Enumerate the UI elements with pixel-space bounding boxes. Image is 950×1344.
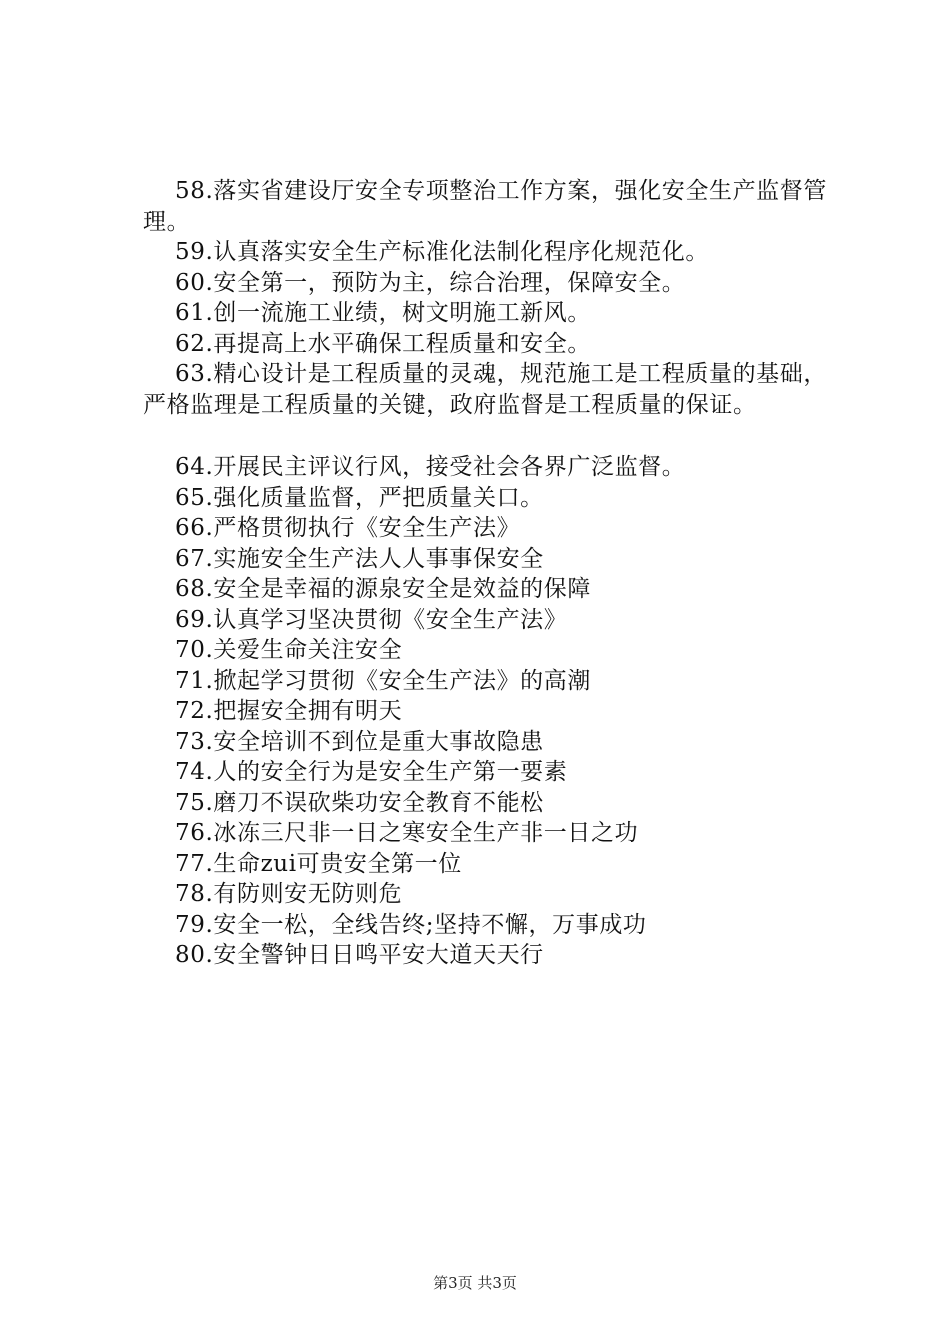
paragraph-70: 70.关爱生命关注安全 <box>175 637 403 663</box>
paragraph-59: 59.认真落实安全生产标准化法制化程序化规范化。 <box>175 239 709 265</box>
paragraph-61: 61.创一流施工业绩，树文明施工新风。 <box>175 300 591 326</box>
paragraph-69: 69.认真学习坚决贯彻《安全生产法》 <box>175 606 568 633</box>
paragraph-64: 64.开展民主评议行风，接受社会各界广泛监督。 <box>175 454 686 480</box>
paragraph-58: 58.落实省建设厅安全专项整治工作方案，强化安全生产监督管理。 <box>143 178 827 235</box>
paragraph-67: 67.实施安全生产法人人事事保安全 <box>175 545 544 572</box>
paragraph-73: 73.安全培训不到位是重大事故隐患 <box>175 728 544 755</box>
paragraph-74: 74.人的安全行为是安全生产第一要素 <box>175 759 568 785</box>
paragraph-gap <box>143 420 843 452</box>
paragraph-60: 60.安全第一，预防为主，综合治理，保障安全。 <box>175 269 686 296</box>
paragraph-75: 75.磨刀不误砍柴功安全教育不能松 <box>175 789 544 816</box>
page-footer: 第3页 共3页 <box>433 1274 517 1292</box>
paragraph-63: 63.精心设计是工程质量的灵魂，规范施工是工程质量的基础，严格监理是工程质量的关键，政府监督是工程质量的保证。 <box>143 361 827 418</box>
paragraph-77: 77.生命zui可贵安全第一位 <box>175 850 462 877</box>
paragraph-76: 76.冰冻三尺非一日之寒安全生产非一日之功 <box>175 820 639 846</box>
paragraph-68: 68.安全是幸福的源泉安全是效益的保障 <box>175 576 591 602</box>
paragraph-65: 65.强化质量监督，严把质量关口。 <box>175 484 544 511</box>
paragraph-66: 66.严格贯彻执行《安全生产法》 <box>175 515 521 541</box>
document-body <box>143 176 843 971</box>
paragraph-80: 80.安全警钟日日鸣平安大道天天行 <box>175 942 544 968</box>
paragraph-79: 79.安全一松，全线告终;坚持不懈，万事成功 <box>175 911 647 938</box>
paragraph-78: 78.有防则安无防则危 <box>175 881 403 907</box>
paragraph-62: 62.再提高上水平确保工程质量和安全。 <box>175 330 591 357</box>
paragraph-72: 72.把握安全拥有明天 <box>175 698 403 724</box>
paragraph-71: 71.掀起学习贯彻《安全生产法》的高潮 <box>175 667 591 694</box>
